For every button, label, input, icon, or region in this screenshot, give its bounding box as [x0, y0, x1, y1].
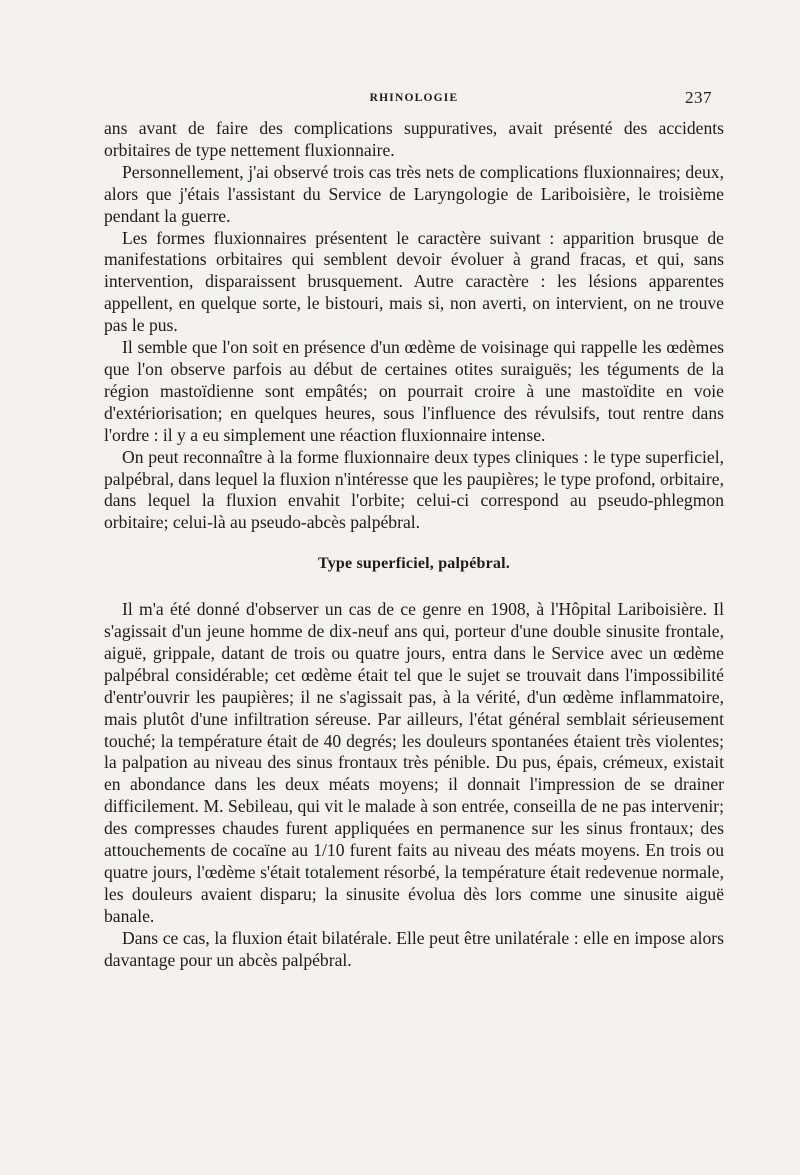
paragraph: On peut reconnaître à la forme fluxionnaire deux types cliniques : le type superficiel, palpébral, dans lequel la fluxion n'intéresse que les paupières; le type profond, orbitaire, dans lequel la fluxion envahit l'orbite; celui-ci correspond au pseudo-phlegmon orbitaire; celui-là au pseudo-abcès palpébral. [104, 446, 724, 533]
paragraph: Il semble que l'on soit en présence d'un œdème de voisinage qui rappelle les œdèmes que l'on observe parfois au début de certaines otites suraiguës; les téguments de la région mastoïdienne sont empâtés; on pourrait croire à une mastoïdite en voie d'extériorisation; en quelques heures, sous l'influence des révulsifs, tout rentre dans l'ordre : il y a eu simplement une réaction fluxionnaire intense. [104, 337, 724, 445]
paragraph: Personnellement, j'ai observé trois cas très nets de complications fluxionnaires; deux, alors que j'étais l'assistant du Service de Laryngologie de Lariboisière, le troisième pendant la guerre. [104, 161, 724, 226]
paragraph: Il m'a été donné d'observer un cas de ce genre en 1908, à l'Hôpital Lariboisière. Il s'agissait d'un jeune homme de dix-neuf ans qui, porteur d'une double sinusite frontale, aiguë, grippale, datant de trois ou quatre jours, entra dans le Service avec un œdème palpébral considérable; cet œdème était tel que le sujet se trouvait dans l'impossibilité d'entr'ouvrir les paupières; il ne s'agissait pas, à la vérité, d'un œdème inflammatoire, mais plutôt d'une infiltration séreuse. Par ailleurs, l'état général semblait sérieusement touché; la température était de 40 degrés; les douleurs spontanées étaient très violentes; la palpation au niveau des sinus frontaux très pénible. Du pus, épais, crémeux, existait en abondance dans les deux méats moyens; il donnait l'impression de se drainer difficilement. M. Sebileau, qui vit le malade à son entrée, conseilla de ne pas intervenir; des compresses chaudes furent appliquées en permanence sur les sinus frontaux; des attouchements de cocaïne au 1/10 furent faits au niveau des méats moyens. En trois ou quatre jours, l'œdème s'était totalement résorbé, la température était redevenue normale, les douleurs avaient disparu; la sinusite évolua dès lors comme une sinusite aiguë banale. [104, 599, 724, 926]
running-head [104, 88, 724, 110]
paragraph-continuation: ans avant de faire des complications suppuratives, avait présenté des accidents orbitaires de type nettement fluxionnaire. [104, 118, 724, 160]
section-heading: Type superficiel, palpébral. [318, 555, 510, 573]
paragraph: Les formes fluxionnaires présentent le caractère suivant : apparition brusque de manifestations orbitaires qui semblent devoir évoluer à grand fracas, et qui, sans intervention, disparaissent brusquement. Autre caractère : les lésions apparentes appellent, en quelque sorte, le bistouri, mais si, non averti, on intervient, on ne trouve pas le pus. [104, 227, 724, 336]
page-number: 237 [685, 88, 712, 107]
running-title: RHINOLOGIE [369, 92, 459, 104]
body-text [104, 118, 724, 972]
paragraph: Dans ce cas, la fluxion était bilatérale. Elle peut être unilatérale : elle en impose alors davantage pour un abcès palpébral. [104, 927, 724, 970]
